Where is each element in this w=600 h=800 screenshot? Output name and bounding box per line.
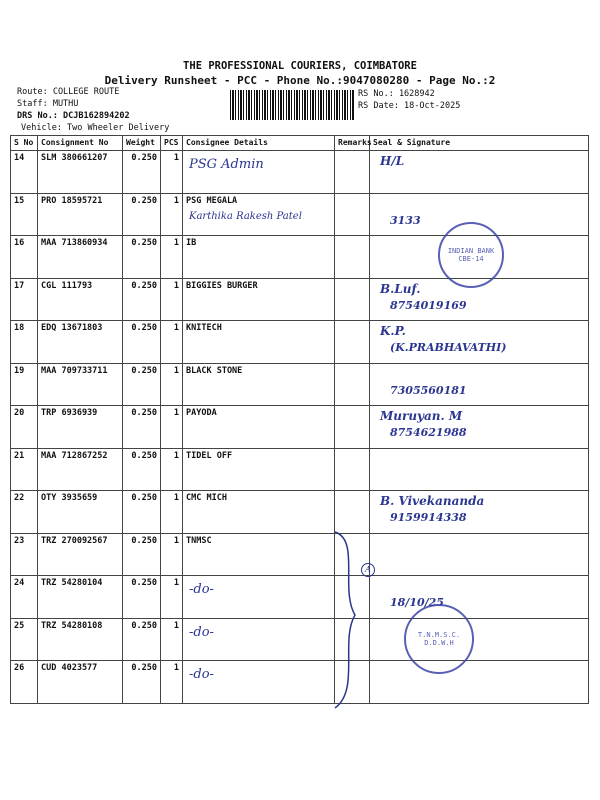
- row-consignee: [183, 321, 335, 364]
- table-row: [11, 193, 589, 236]
- row-signature: [370, 406, 589, 449]
- row-weight: 0.250: [123, 321, 161, 364]
- row-pcs: 1: [161, 661, 183, 704]
- row-sno: 21: [11, 448, 38, 491]
- row-consignee: [183, 618, 335, 661]
- row-weight: 0.250: [123, 363, 161, 406]
- row-weight: 0.250: [123, 491, 161, 534]
- row-weight: 0.250: [123, 661, 161, 704]
- row-consignment-no: MAA 709733711: [38, 363, 123, 406]
- brace-mark: [330, 530, 370, 710]
- table-row: [11, 278, 589, 321]
- row-remarks: [335, 278, 370, 321]
- row-signature-name: K.P.: [380, 324, 406, 338]
- row-consignee: [183, 193, 335, 236]
- row-consignee: [183, 448, 335, 491]
- table-row: [11, 491, 589, 534]
- row-sno: 14: [11, 151, 38, 194]
- row-remarks: [335, 363, 370, 406]
- row-pcs: 1: [161, 533, 183, 576]
- row-signature-number: 18/10/25: [390, 596, 444, 609]
- row-weight: 0.250: [123, 193, 161, 236]
- row-handwritten-note: PSG Admin: [189, 157, 264, 172]
- row-consignment-no: EDQ 13671803: [38, 321, 123, 364]
- tnmsc-stamp-text: T.N.M.S.C. D.D.W.H: [417, 631, 461, 647]
- row-sno: 20: [11, 406, 38, 449]
- row-consignment-no: OTY 3935659: [38, 491, 123, 534]
- table-row: [11, 406, 589, 449]
- row-signature: [370, 533, 589, 576]
- row-signature-name: B. Vivekananda: [380, 494, 485, 508]
- vehicle-label: Vehicle: Two Wheeler Delivery: [21, 123, 170, 133]
- row-signature: [370, 321, 589, 364]
- row-pcs: 1: [161, 363, 183, 406]
- row-signature-number: 9159914338: [390, 511, 467, 524]
- row-weight: 0.250: [123, 406, 161, 449]
- runsheet-table: [10, 135, 589, 704]
- row-handwritten-note: -do-: [189, 624, 214, 640]
- row-consignee: [183, 661, 335, 704]
- route-label: Route: COLLEGE ROUTE: [17, 87, 120, 97]
- row-consignee: [183, 151, 335, 194]
- row-sno: 15: [11, 193, 38, 236]
- row-consignee: [183, 491, 335, 534]
- row-consignment-no: TRP 6936939: [38, 406, 123, 449]
- row-handwritten-note: -do-: [189, 582, 214, 597]
- row-pcs: 1: [161, 193, 183, 236]
- row-consignee: [183, 406, 335, 449]
- table-row: [11, 618, 589, 661]
- row-signature: [370, 618, 589, 661]
- row-consignee-name: CMC MICH: [186, 493, 227, 503]
- rs-number: RS No.: 1628942: [358, 89, 435, 99]
- document-title: THE PROFESSIONAL COURIERS, COIMBATORE: [183, 60, 417, 72]
- staff-label: Staff: MUTHU: [17, 99, 79, 109]
- circled-a-mark: A: [361, 563, 375, 577]
- row-weight: 0.250: [123, 278, 161, 321]
- row-consignee: [183, 576, 335, 619]
- row-weight: 0.250: [123, 448, 161, 491]
- row-consignee-name: KNITECH: [186, 323, 222, 333]
- row-weight: 0.250: [123, 151, 161, 194]
- col-header-sno: S No: [11, 136, 38, 151]
- row-sno: 16: [11, 236, 38, 279]
- row-consignee-name: TNMSC: [186, 535, 212, 546]
- row-signature-name: Muruyan. M: [380, 409, 463, 423]
- row-consignment-no: CUD 4023577: [38, 661, 123, 704]
- row-consignee-name: PAYODA: [186, 408, 217, 418]
- document-subtitle: Delivery Runsheet - PCC - Phone No.:9047080280 - Page No.:2: [104, 74, 496, 87]
- row-consignee-name: BIGGIES BURGER: [186, 280, 258, 291]
- row-consignee: [183, 363, 335, 406]
- row-consignment-no: TRZ 270092567: [38, 533, 123, 576]
- row-remarks: [335, 406, 370, 449]
- row-consignment-no: MAA 713860934: [38, 236, 123, 279]
- row-weight: 0.250: [123, 618, 161, 661]
- row-pcs: 1: [161, 618, 183, 661]
- col-header-signature: Seal & Signature: [370, 136, 589, 151]
- indian-bank-stamp: [438, 222, 504, 288]
- row-consignee-name: IB: [186, 238, 197, 248]
- row-remarks: [335, 321, 370, 364]
- row-handwritten-note: Karthika Rakesh Patel: [189, 210, 302, 222]
- row-consignee: [183, 533, 335, 576]
- row-sno: 17: [11, 278, 38, 321]
- table-row: [11, 533, 589, 576]
- row-consignee-name: PSG MEGALA: [186, 195, 238, 206]
- table-header-row: [11, 136, 589, 151]
- table-row: [11, 448, 589, 491]
- row-weight: 0.250: [123, 576, 161, 619]
- row-consignee-name: TIDEL OFF: [186, 450, 233, 461]
- row-sno: 24: [11, 576, 38, 619]
- col-header-consignment: Consignment No: [38, 136, 123, 151]
- col-header-pcs: PCS: [161, 136, 183, 151]
- row-signature: [370, 491, 589, 534]
- row-signature-name: B.Luf.: [380, 281, 421, 296]
- row-pcs: 1: [161, 321, 183, 364]
- row-signature-name: H/L: [380, 154, 405, 168]
- row-sno: 26: [11, 661, 38, 704]
- row-handwritten-note: -do-: [189, 667, 214, 682]
- row-remarks: [335, 448, 370, 491]
- row-consignment-no: TRZ 54280108: [38, 618, 123, 661]
- bank-stamp-text: INDIAN BANK CBE-14: [447, 247, 495, 263]
- table-row: [11, 321, 589, 364]
- row-signature-number: 7305560181: [390, 383, 467, 397]
- row-signature: [370, 661, 589, 704]
- row-weight: 0.250: [123, 236, 161, 279]
- row-consignment-no: TRZ 54280104: [38, 576, 123, 619]
- row-remarks: [335, 151, 370, 194]
- row-signature: [370, 363, 589, 406]
- table-row: [11, 576, 589, 619]
- row-signature: [370, 448, 589, 491]
- row-pcs: 1: [161, 491, 183, 534]
- table-row: [11, 661, 589, 704]
- barcode-image: [230, 90, 354, 120]
- row-pcs: 1: [161, 406, 183, 449]
- row-consignee: [183, 236, 335, 279]
- table-row: [11, 363, 589, 406]
- col-header-consignee: Consignee Details: [183, 136, 335, 151]
- row-consignment-no: CGL 111793: [38, 278, 123, 321]
- row-sno: 22: [11, 491, 38, 534]
- row-pcs: 1: [161, 151, 183, 194]
- row-sno: 18: [11, 321, 38, 364]
- row-consignment-no: PRO 18595721: [38, 193, 123, 236]
- row-pcs: 1: [161, 278, 183, 321]
- row-remarks: [335, 236, 370, 279]
- col-header-remarks: Remarks: [335, 136, 370, 151]
- row-consignment-no: MAA 712867252: [38, 448, 123, 491]
- col-header-weight: Weight: [123, 136, 161, 151]
- row-sno: 19: [11, 363, 38, 406]
- row-pcs: 1: [161, 236, 183, 279]
- row-consignee: [183, 278, 335, 321]
- row-weight: 0.250: [123, 533, 161, 576]
- table-row: [11, 151, 589, 194]
- row-remarks: [335, 491, 370, 534]
- drs-number: DRS No.: DCJB162894202: [17, 111, 130, 121]
- tnmsc-stamp: [404, 604, 474, 674]
- row-consignment-no: SLM 380661207: [38, 151, 123, 194]
- row-signature-number: 8754019169: [390, 298, 467, 312]
- row-sno: 25: [11, 618, 38, 661]
- row-sno: 23: [11, 533, 38, 576]
- row-remarks: [335, 193, 370, 236]
- row-pcs: 1: [161, 576, 183, 619]
- row-consignee-name: BLACK STONE: [186, 365, 243, 376]
- rs-date: RS Date: 18-Oct-2025: [358, 101, 461, 111]
- row-signature-number: (K.PRABHAVATHI): [390, 341, 507, 354]
- row-signature-number: 3133: [390, 213, 421, 227]
- row-signature-number: 8754621988: [390, 426, 467, 439]
- row-signature: [370, 151, 589, 194]
- row-pcs: 1: [161, 448, 183, 491]
- row-signature: [370, 576, 589, 619]
